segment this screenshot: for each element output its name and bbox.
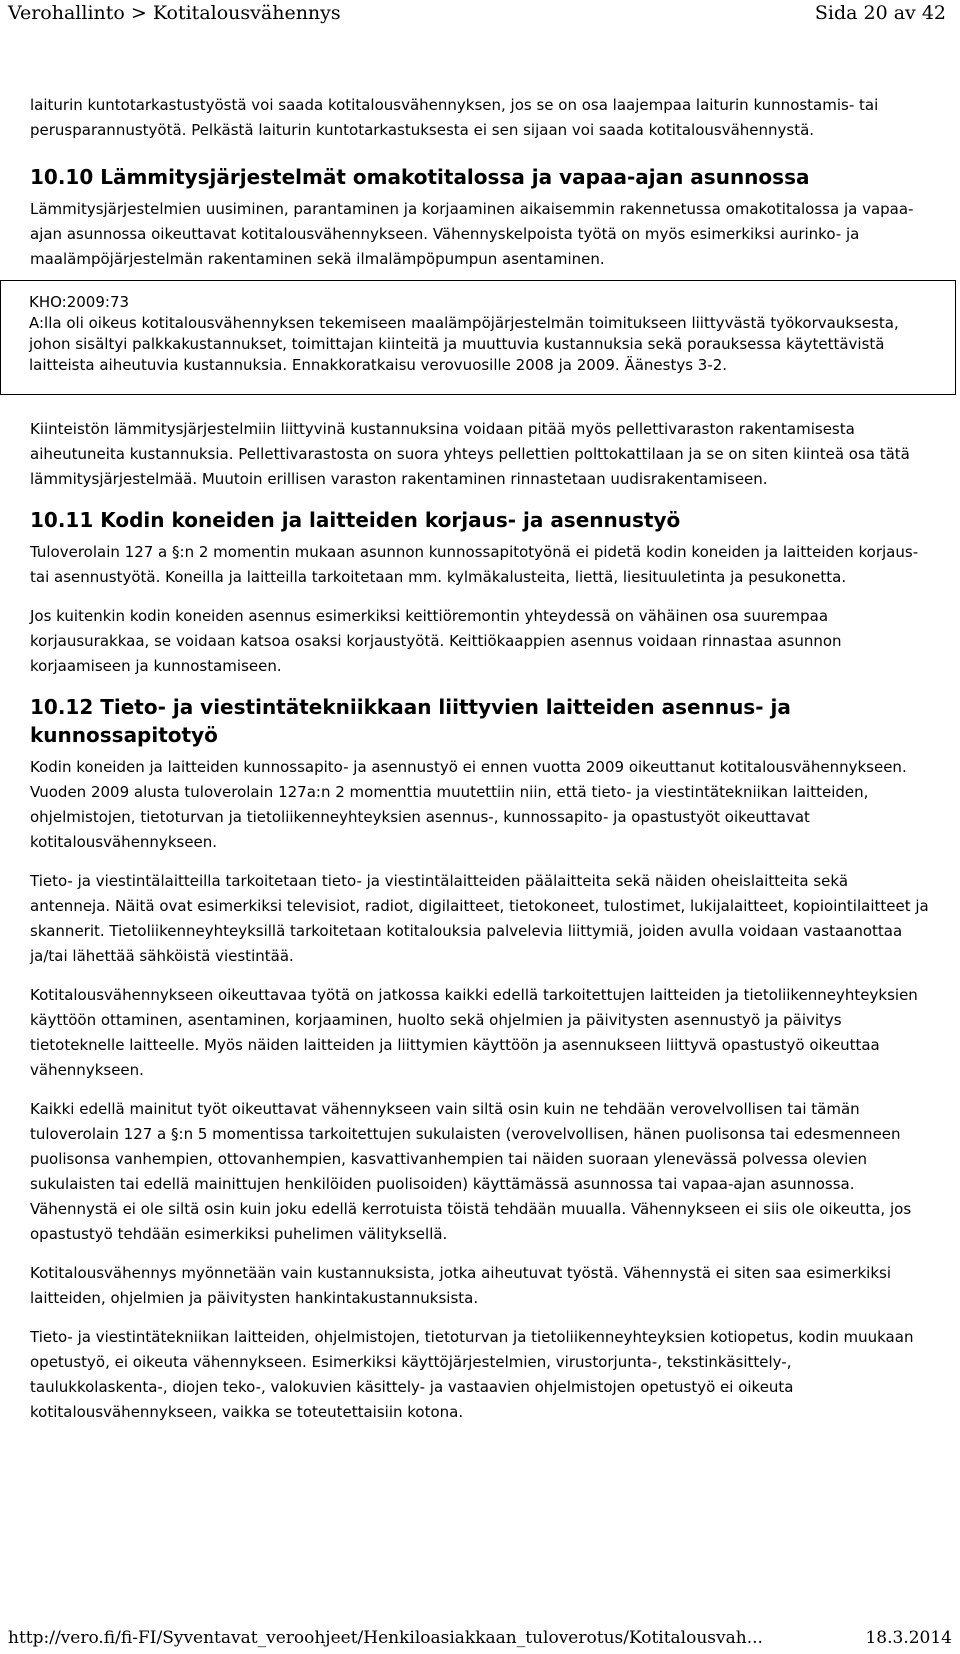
paragraph-relatives: Kaikki edellä mainitut työt oikeuttavat vähennykseen vain siltä osin kuin ne tehdään verovelvollisen tai tämän tuloverolain 127 a §:n 5 momentissa tarkoitettujen sukulaisten (verovelvollisen, hänen puolisonsa tai edesmenneen puolisonsa vanhempien, ottovanhempien, kasvattivanhempien tai näiden suoraan ylenevässä polvessa olevien sukulaisten tai edellä mainittujen henkilöiden puolisoiden) käyttämässä asunnossa tai vapaa-ajan asunnossa. Vähennystä ei ole siltä osin kuin joku edellä kerrotuista töistä tehdään muualla. Vähennykseen ei siis ole oikeutta, jos opastustyö tehdään esimerkiksi puhelimen välityksellä. (30, 1100, 912, 1243)
section-heading-10-12: 10.12 Tieto- ja viestintätekniikkaan liittyvien laitteiden asennus- ja kunnossapitotyö (30, 695, 791, 747)
document-body (30, 93, 930, 1425)
paragraph-ict-devices: Tieto- ja viestintälaitteilla tarkoitetaan tieto- ja viestintälaitteiden päälaitteita sekä näiden oheislaitteita sekä antenneja. Näitä ovat esimerkiksi televisiot, radiot, digilaitteet, tietokoneet, tulostimet, lukijalaitteet, kopiointilaitteet ja skannerit. Tietoliikenneyhteyksillä tarkoitetaan kotitalouksia palvelevia liittymiä, joiden avulla voidaan vastaanottaa ja/tai lähettää sähköistä viestintää. (30, 872, 929, 965)
paragraph-work-costs-only: Kotitalousvähennys myönnetään vain kustannuksista, jotka aiheutuvat työstä. Vähennystä ei siten saa esimerkiksi laitteiden, ohjelmien ja päivitysten hankintakustannuksista. (30, 1264, 892, 1307)
footer-url: http://vero.fi/fi-FI/Syventavat_veroohjeet/Henkiloasiakkaan_tuloverotus/Kotitalousvah... (8, 1628, 763, 1648)
paragraph-kitchen-renovation: Jos kuitenkin kodin koneiden asennus esimerkiksi keittiöremontin yhteydessä on vähäinen osa suurempaa korjausurakkaa, se voidaan katsoa osaksi korjaustyötä. Keittiökaappien asennus voidaan rinnastaa asunnon korjaamiseen ja kunnostamiseen. (30, 607, 842, 675)
paragraph-eligible-work: Kotitalousvähennykseen oikeuttavaa työtä on jatkossa kaikki edellä tarkoitettujen laitteiden ja tietoliikenneyhteyksien käyttöön ottaminen, asentaminen, korjaaminen, huolto sekä ohjelmien ja päivitysten asennustyö ja päivitys tietoteknelle laitteelle. Myös näiden laitteiden ja liittymien käyttöön ja asennukseen liittyvä opastustyö oikeuttaa vähennykseen. (30, 986, 918, 1079)
paragraph-heating-systems: Lämmitysjärjestelmien uusiminen, parantaminen ja korjaaminen aikaisemmin rakennetussa omakotitalossa ja vapaa-ajan asunnossa oikeuttavat kotitalousvähennykseen. Vähennyskelpoista työtä on myös esimerkiksi aurinko- ja maalämpöjärjestelmän rakentaminen sekä ilmalämpöpumpun asentaminen. (30, 200, 914, 268)
paragraph-home-teaching: Tieto- ja viestintätekniikan laitteiden, ohjelmistojen, tietoturvan ja tietoliikenneyhteyksien kotiopetus, kodin muukaan opetustyö, ei oikeuta vähennykseen. Esimerkiksi käyttöjärjestelmien, virustorjunta-, tekstinkäsittely-, taulukkolaskenta-, diojen teko-, valokuvien käsittely- ja vastaavien ohjelmistojen opetustyö ei oikeuta kotitalousvähennykseen, vaikka se toteutettaisiin kotona. (30, 1328, 914, 1421)
section-heading-10-11: 10.11 Kodin koneiden ja laitteiden korjaus- ja asennustyö (30, 508, 681, 532)
court-decision-text: A:lla oli oikeus kotitalousvähennyksen tekemiseen maalämpöjärjestelmän toimitukseen liittyvästä työkorvauksesta, johon sisältyi palkkakustannukset, toimittajan kiinteitä ja muuttuvia kustannuksia sekä porauksessa käytettävistä laitteista aiheutuvia kustannuksia. Ennakkoratkaisu verovuosille 2008 ja 2009. Äänestys 3-2. (29, 314, 899, 374)
paragraph-laituri: laiturin kuntotarkastustyöstä voi saada kotitalousvähennyksen, jos se on osa laajempaa laiturin kunnostamis- tai perusparannustyötä. Pelkästä laiturin kuntotarkastuksesta ei sen sijaan voi saada kotitalousvähennystä. (30, 96, 879, 139)
page-footer (8, 1626, 952, 1650)
paragraph-ict-2009: Kodin koneiden ja laitteiden kunnossapito- ja asennustyö ei ennen vuotta 2009 oikeuttanut kotitalousvähennykseen. Vuoden 2009 alusta tuloverolain 127a:n 2 momenttia muutettiin niin, että tieto- ja viestintätekniikan laitteiden, ohjelmistojen, tietoturvan ja tietoliikenneyhteyksien asennus-, kunnossapito- ja opastustyöt oikeuttavat kotitalousvähennykseen. (30, 758, 907, 851)
breadcrumb: Verohallinto > Kotitalousvähennys (8, 2, 341, 24)
paragraph-pellet-storage: Kiinteistön lämmitysjärjestelmiin liittyvinä kustannuksina voidaan pitää myös pellettivaraston rakentamisesta aiheutuneita kustannuksia. Pellettivarastosta on suora yhteys pellettien polttokattilaan ja se on siten kiinteä osa tätä lämmitysjärjestelmää. Muutoin erillisen varaston rakentaminen rinnastetaan uudisrakentamiseen. (30, 420, 910, 488)
section-heading-10-10: 10.10 Lämmitysjärjestelmät omakotitalossa ja vapaa-ajan asunnossa (30, 165, 810, 189)
page-header (0, 0, 960, 30)
court-decision-reference: KHO:2009:73 (29, 293, 130, 311)
paragraph-appliance-repair: Tuloverolain 127 a §:n 2 momentin mukaan asunnon kunnossapitotyönä ei pidetä kodin koneiden ja laitteiden korjaus- tai asennustyötä. Koneilla ja laitteilla tarkoitetaan mm. kylmäkalusteita, liettä, liesituuletinta ja pesukonetta. (30, 543, 919, 586)
court-decision-box (0, 280, 956, 395)
footer-date: 18.3.2014 (865, 1628, 952, 1648)
page-number: Sida 20 av 42 (814, 2, 946, 24)
